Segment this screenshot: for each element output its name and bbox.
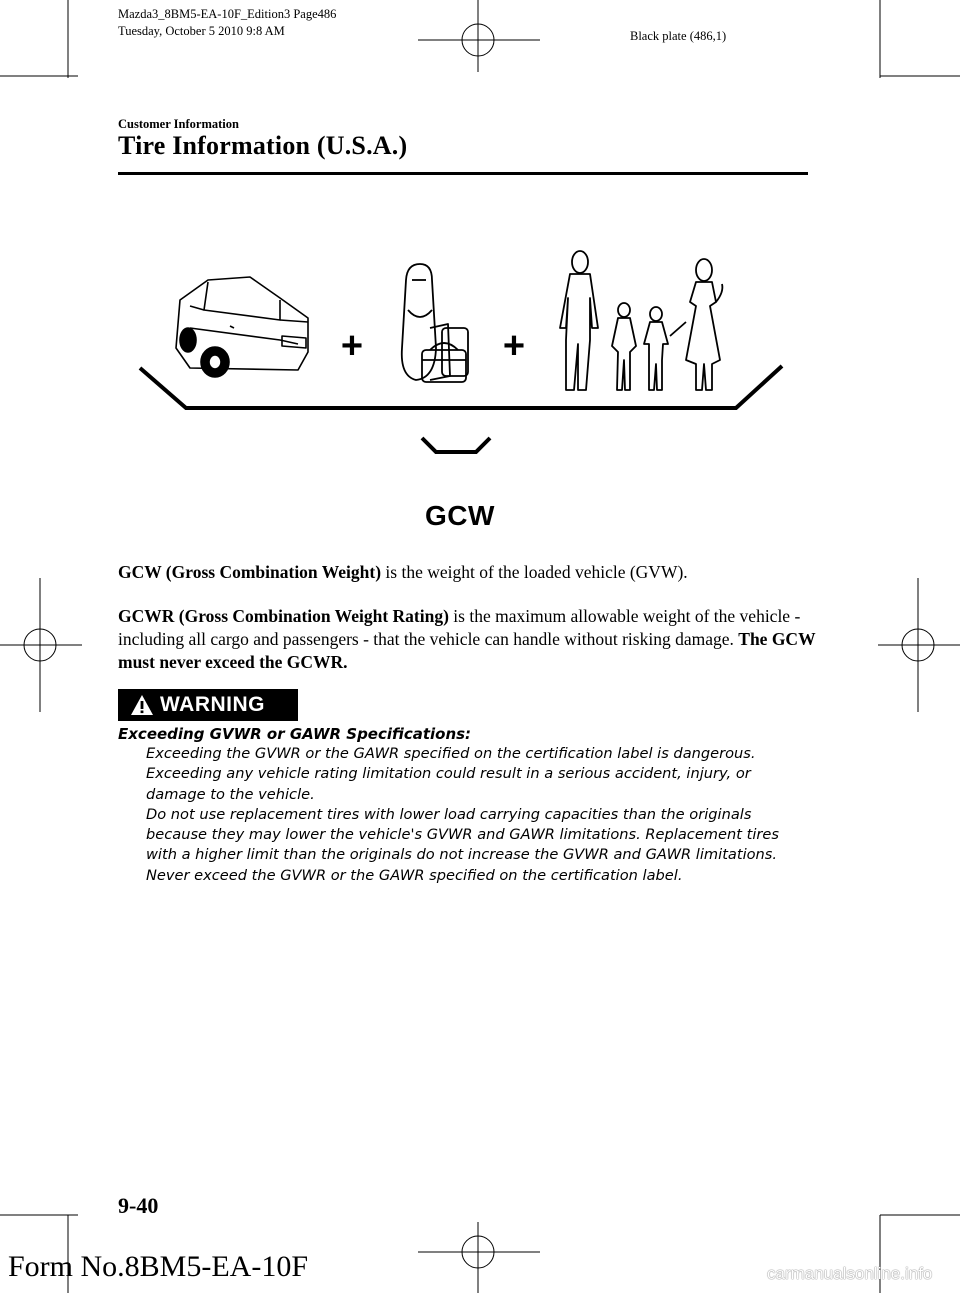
warning-badge [118,689,298,721]
warning-line-3: Never exceed the GVWR or the GAWR specified on the certification label. [146,866,683,884]
plus-sign-1: + [340,325,364,367]
warning-line-2: Do not use replacement tires with lower load carrying capacities than the originals because they may lower the vehicle's GVWR and GAWR limitations. Replacement tires with a higher limit than the originals do not increase the GVWR and GAWR limitations. [146,805,779,864]
page-title: Tire Information (U.S.A.) [118,131,408,160]
gcwr-definition [118,605,818,674]
down-arrow-icon [422,438,490,452]
warning-line-1: Exceeding the GVWR or the GAWR specified on the certification label is dangerous. Exceeding any vehicle rating limitation could result in a serious accident, injury, or damage to the vehicle. [146,745,756,803]
gcw-term: GCW (Gross Combination Weight) [118,562,382,582]
sum-bracket [140,366,782,408]
plate-label: Black plate (486,1) [630,29,727,43]
gcw-illustration [130,240,790,500]
warning-badge-label: WARNING [160,693,265,716]
gcwr-definition-text: is the maximum allowable weight of the vehicle - including all cargo and passengers - that the vehicle can handle without risking damage. [118,606,801,649]
gcwr-emphasis: The GCW must never exceed the GCWR. [118,629,816,672]
gcw-definition-text: is the weight of the loaded vehicle (GVW). [381,562,688,582]
luggage-icon [402,264,468,382]
gcw-result-label: GCW [425,500,495,531]
print-header-line2: Tuesday, October 5 2010 9:8 AM [118,24,285,38]
form-number: Form No.8BM5-EA-10F [8,1250,309,1283]
gcw-definition [118,561,818,584]
title-rule [118,172,808,175]
watermark: carmanualsonline.info [767,1264,933,1283]
warning-triangle-icon [130,694,154,716]
warning-heading: Exceeding GVWR or GAWR Specifications: [118,725,472,743]
gcwr-term: GCWR (Gross Combination Weight Rating) [118,606,449,626]
family-icon [560,251,722,390]
section-label: Customer Information [118,117,239,131]
print-header-line1: Mazda3_8BM5-EA-10F_Edition3 Page486 [118,7,337,21]
print-header [118,6,336,40]
warning-body [146,744,806,886]
car-icon [176,277,308,377]
page-number: 9-40 [118,1193,159,1218]
plus-sign-2: + [502,325,526,367]
